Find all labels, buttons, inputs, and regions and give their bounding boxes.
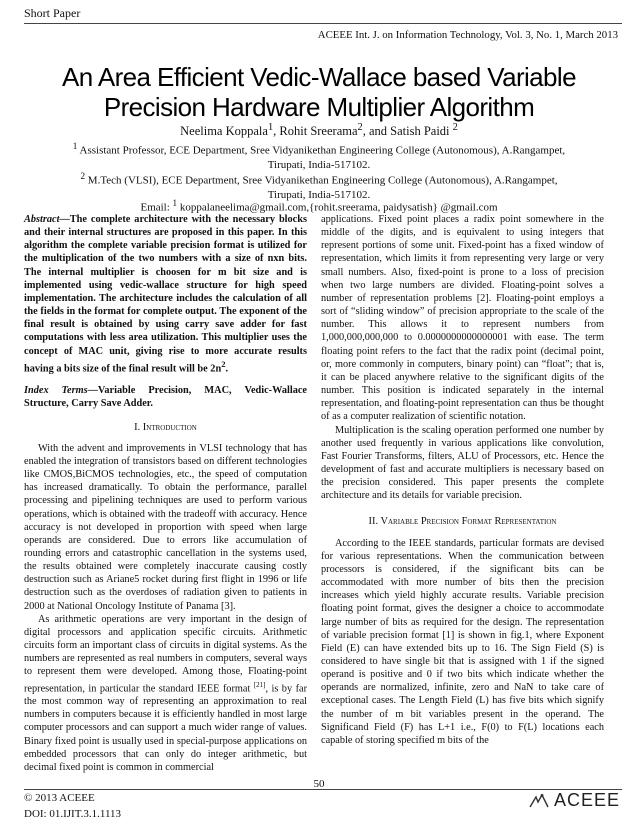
header-rule <box>24 23 622 24</box>
author-3-sup: 2 <box>452 122 458 133</box>
copyright: © 2013 ACEEE <box>24 792 95 804</box>
journal-info: ACEEE Int. J. on Information Technology, Vol. 3, No. 1, March 2013 <box>317 29 618 41</box>
short-paper-label: Short Paper <box>24 6 81 20</box>
author-1-sup: 1 <box>267 122 274 133</box>
right-paragraph-2: Multiplication is the scaling operation performed one number by another used frequently in various applications like convolution, Fast Fourier Transforms, filters, ALU of Processors, etc. Hence the development of fast and accurate multipliers is necessary based on the precision considered. This paper presents the complete architecture and its details for variable precision. <box>321 424 604 502</box>
aff2-sup: 2 <box>80 171 86 181</box>
page-number: 50 <box>313 778 325 790</box>
aff1-line1: Assistant Professor, ECE Department, Sree Vidyanikethan Engineering College (Autonomous), A.Rangampet, <box>77 144 566 157</box>
right-paragraph-1: applications. Fixed point places a radix point somewhere in the middle of the digits, and is equivalent to using integers that represent portions of some unit. Fixed-point has a fixed window of representation, which limits it from representing very large or very small numbers. Also, fixed-point is prone to a loss of precision when two large numbers are divided. Floating-point solves a number of representation problems [2]. Floating-point employs a sort of “sliding window” of precision appropriate to the scale of the number. This allows it to represent numbers from 1,000,000,000,000 to 0.0000000000000001 with ease. The term floating point refers to the fact that the radix point (decimal point, or, more commonly in computers, binary point) can “float”; that is, it can be placed anywhere relative to the significant digits of the number. This position is indicated separately in the internal representation, and floating-point representation can thus be thought of as a computer realization of scientific notation. <box>321 214 604 423</box>
abstract-text: —The complete architecture with the necessary blocks and their internal structures are proposed in this paper. In this algorithm the complete variable precision format is utilized for the multiplication of the two numbers with a size of nxn bits. The internal multiplier is choosen for m bit size and is implemented using vedic-wallace structure for high speed implementation. The architecture includes the calculation of all the fields in the format for complete output. The exponent of the final result is obtained by using carry save adder for fast computations with less area utilization. This multiplier uses the concept of MAC unit, giving rise to more accurate results having a bits size of the final result will be 2n <box>24 214 307 375</box>
intro-paragraph-2 <box>24 613 307 774</box>
intro-p2-part-b: , is by far the most common way of representing an approximation to real numbers in computers because it is efficiently handled in most large computer processors and can support a much wider range of values. Binary fixed point is usually used in special-purpose applications on embedded processors that can only do integer arithmetic, but decimal fixed point is common in commercial <box>24 683 307 773</box>
left-column <box>24 213 307 774</box>
aff2-line2: Tirupati, India-517102. <box>267 188 371 201</box>
author-1: Neelima Koppala <box>180 124 268 139</box>
intro-paragraph-1: With the advent and improvements in VLSI technology that has enabled the integration of transistors based on different technologies like CMOS,BiCMOS technologies, etc., the speed of computation has increased dramatically. To obtain the performance, parallel processing and pipelining techniques are used to perform various operations, which is obtained with the tradeoff with accuracy. Hence accuracy is not developed in proportion with speed when large operands are considered. Due to errors like accumulation of rounding errors and catastrophic cancellation in the systems used, the results obtained were completely inaccurate causing costly destruction such as Ariane5 rocket during first flight in 1996 or life destruction such as the overdoses of radiation given to patients in 2000 at National Oncology Institute of Panama [3]. <box>24 442 307 612</box>
title-line-1: An Area Efficient Vedic-Wallace based Variable <box>62 62 576 92</box>
intro-p2-part-a: As arithmetic operations are very important in the design of digital processors and application specific circuits. Arithmetic circuits form an important class of circuits in digital systems. As the numbers are represented as real numbers in computers, several ways to represent them were developed. Among those, Floating-point representation, in particular the standard IEEE format <box>24 613 307 694</box>
intro-p2-citation: [21] <box>253 680 266 689</box>
index-terms-text: —Variable Precision, MAC, Vedic-Wallace Structure, Carry Save Adder. <box>24 385 307 410</box>
author-2: , Rohit Sreerama <box>273 124 358 139</box>
abstract-end: . <box>225 363 229 375</box>
authors <box>0 122 638 139</box>
section-2-heading: II. Variable Precision Format Representation <box>368 516 557 528</box>
email-line <box>0 198 638 214</box>
abstract-sup: 2 <box>221 358 226 369</box>
email-sup: 1 <box>172 198 178 208</box>
right-paragraph-3: According to the IEEE standards, particular formats are devised for various representations. When the communication between processors is considered, if the significant bits can be accommodated with more number of bits then the precision increases which yield highly accurate results. Variable precision floating point format, gives the designer a choice to accommodate large number of bits as required for the design. The representation of variable precision format [1] is shown in fig.1, where Exponent Field (E) can have extended bits up to 16. The Sign Field (S) is considered to have single bit that is assigned with 1 if the signed operand is positive and 0 if two bits which indicate whether the operands are normalized, infinite, zero and NaN to take care of exceptional cases. The Length Field (L) has five bits which signify the number of m bit variables present in the operand. The Significand Field (F) has L+1 i.e., F(0) to F(L) locations each capable of storing specified m bits of the <box>321 537 604 746</box>
affiliation-2 <box>0 169 638 202</box>
section-1-heading: I. Introduction <box>134 421 197 433</box>
abstract <box>24 213 307 375</box>
title-line-2: Precision Hardware Multiplier Algorithm <box>103 92 535 122</box>
aceee-logo <box>528 790 620 811</box>
author-2-sup: 2 <box>357 122 363 133</box>
aceee-logo-icon <box>528 793 550 809</box>
right-column <box>321 213 604 747</box>
aff2-line1: M.Tech (VLSI), ECE Department, Sree Vidyanikethan Engineering College (Autonomous), A.Rangampet, <box>85 174 558 187</box>
aff1-sup: 1 <box>72 141 78 151</box>
aff1-line2: Tirupati, India-517102. <box>267 158 371 171</box>
email-prefix: Email: <box>140 201 173 214</box>
affiliation-1 <box>0 139 638 172</box>
paper-title <box>0 62 638 122</box>
aceee-logo-text: ACEEE <box>553 790 620 810</box>
index-terms <box>24 384 307 410</box>
abstract-label: Abstract <box>24 214 60 225</box>
index-terms-label: Index Terms <box>24 385 88 397</box>
author-3: , and Satish Paidi <box>362 124 453 139</box>
email-text: koppalaneelima@gmail.com,{rohit.sreerama, paidysatish} @gmail.com <box>177 201 498 214</box>
doi: DOI: 01.IJIT.3.1.1113 <box>24 808 122 820</box>
